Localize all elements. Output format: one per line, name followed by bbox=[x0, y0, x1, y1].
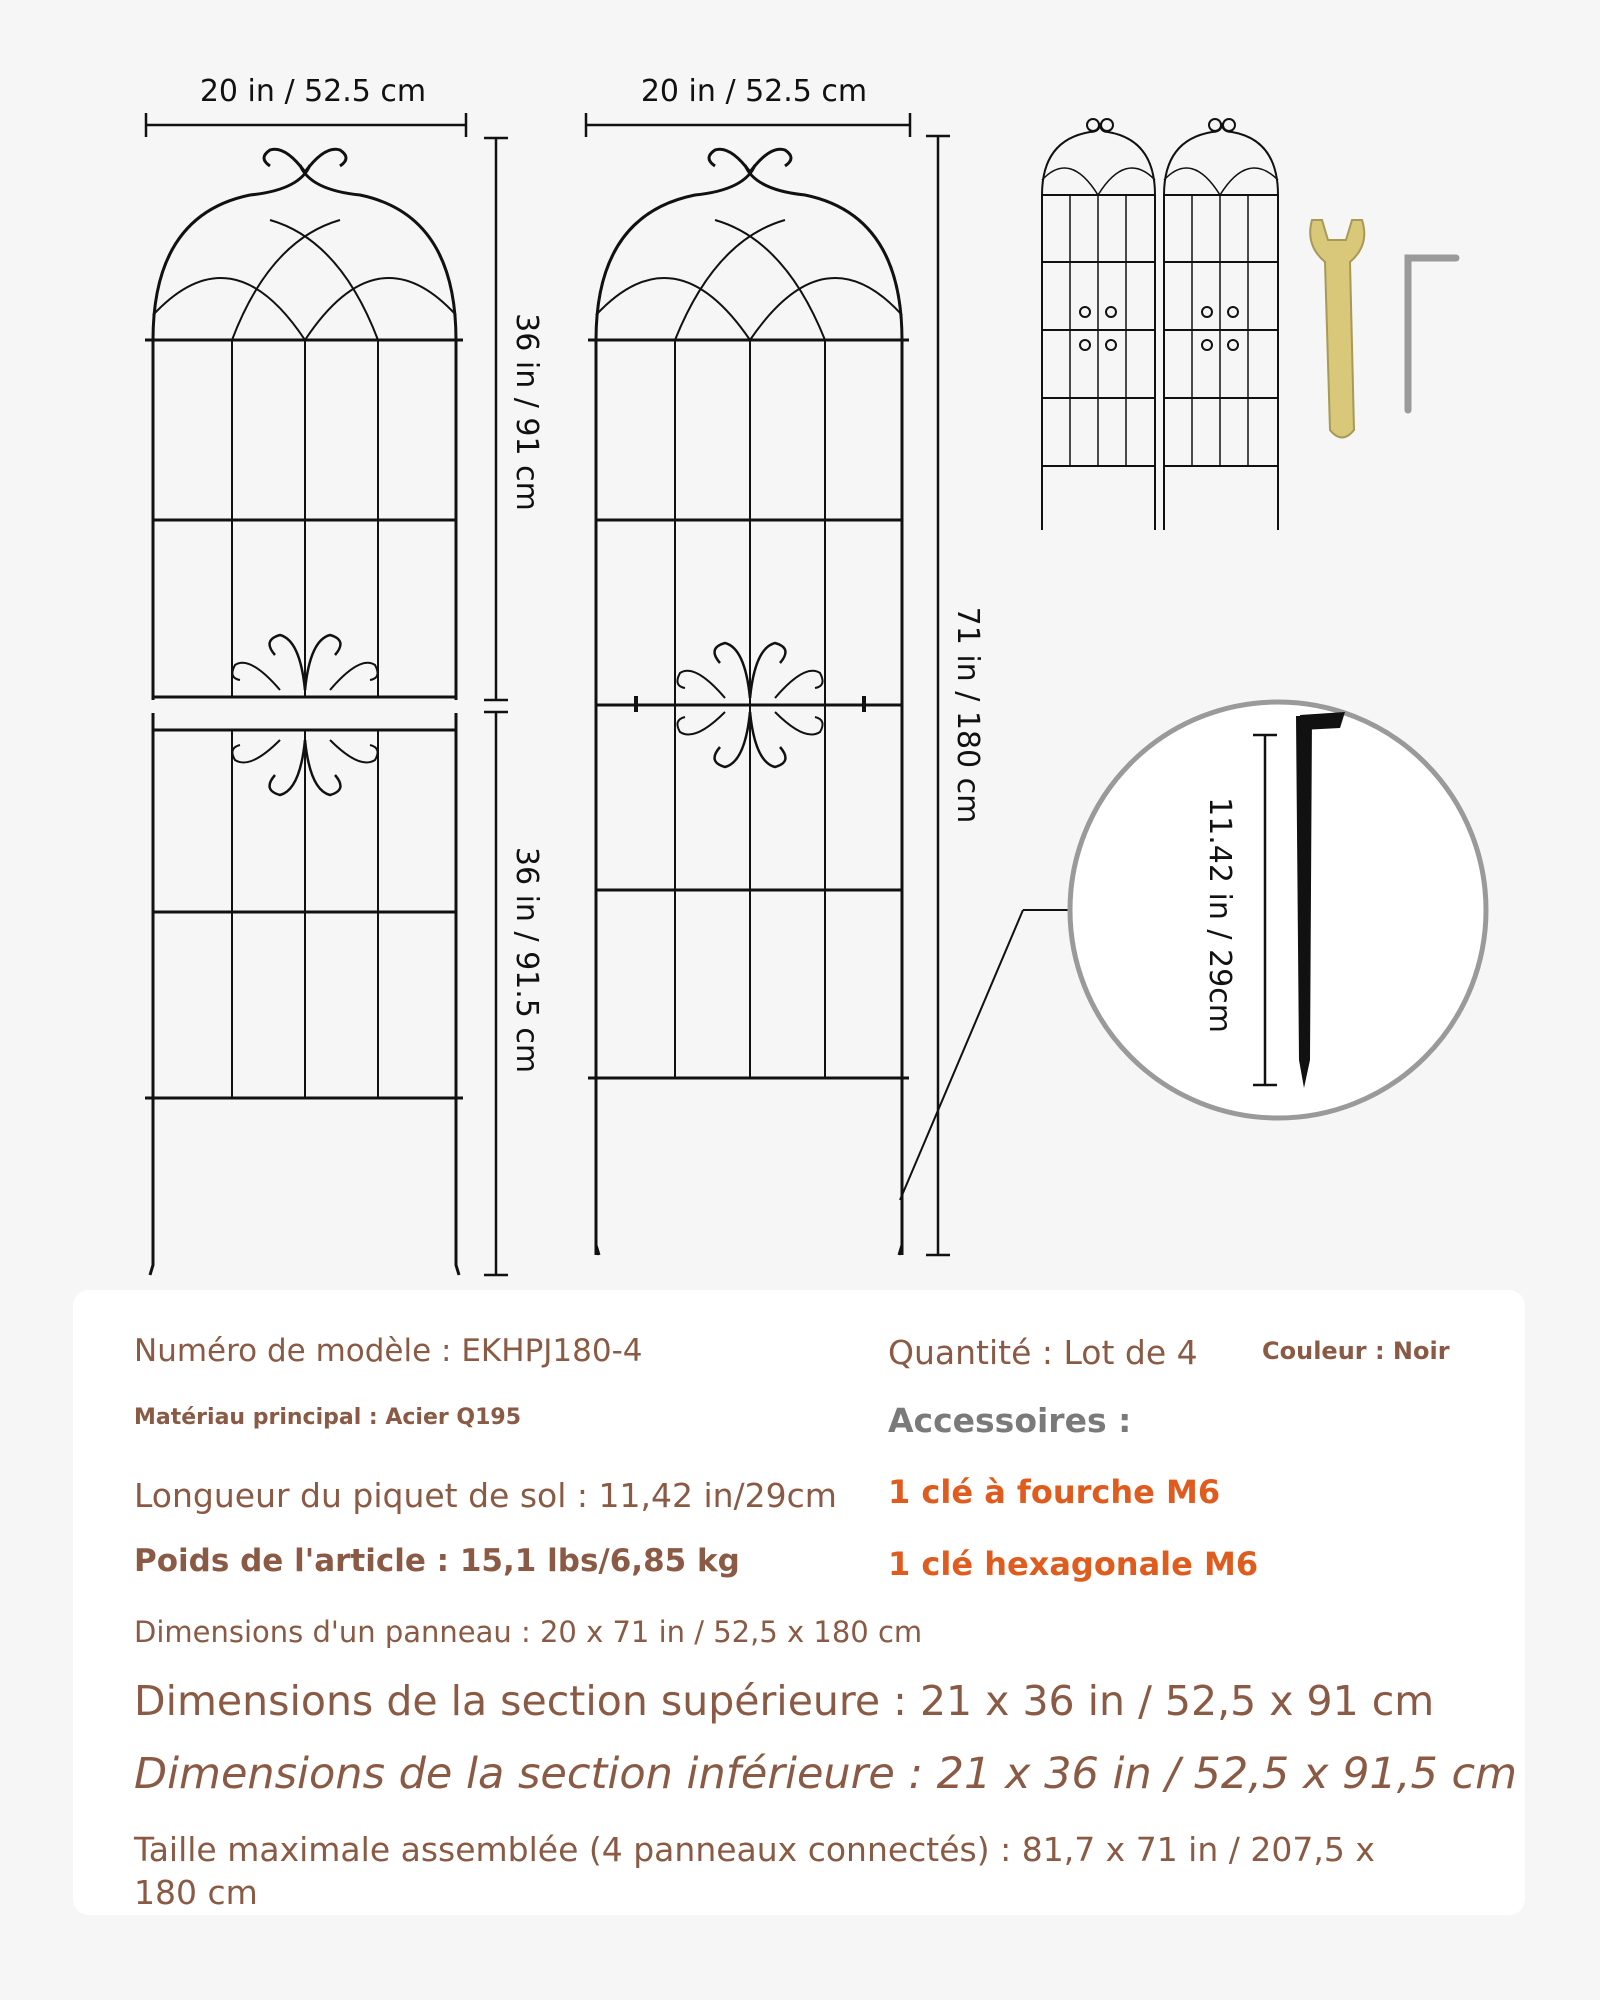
lower-height-label: 36 in / 91.5 cm bbox=[509, 846, 544, 1074]
stake-length-spec: Longueur du piquet de sol : 11,42 in/29cm bbox=[134, 1476, 837, 1515]
height-dimension-split bbox=[484, 138, 508, 1275]
panel-dimensions: Dimensions d'un panneau : 20 x 71 in / 52,5 x 180 cm bbox=[134, 1615, 923, 1649]
package-contents bbox=[1042, 119, 1456, 530]
total-height-label: 71 in / 180 cm bbox=[950, 606, 985, 824]
upper-section-dimensions: Dimensions de la section supérieure : 21 x 36 in / 52,5 x 91 cm bbox=[134, 1677, 1435, 1725]
material: Matériau principal : Acier Q195 bbox=[134, 1405, 522, 1430]
model-number: Numéro de modèle : EKHPJ180-4 bbox=[134, 1333, 643, 1369]
color-spec: Couleur : Noir bbox=[1262, 1337, 1450, 1365]
width-dimension-right bbox=[586, 113, 910, 137]
ground-stake-zoom bbox=[900, 702, 1486, 1200]
height-dimension-total bbox=[926, 136, 950, 1255]
wrench-icon bbox=[1310, 220, 1364, 438]
max-assembled-size-line2: 180 cm bbox=[134, 1873, 258, 1912]
stake-length-label: 11.42 in / 29cm bbox=[1202, 797, 1237, 1033]
max-assembled-size-line1: Taille maximale assemblée (4 panneaux connectés) : 81,7 x 71 in / 207,5 x bbox=[134, 1830, 1375, 1869]
hex-key-icon bbox=[1408, 258, 1456, 410]
accessories-title: Accessoires : bbox=[888, 1401, 1132, 1440]
quantity: Quantité : Lot de 4 bbox=[888, 1333, 1198, 1372]
upper-height-label: 36 in / 91 cm bbox=[509, 313, 544, 511]
lower-section-dimensions: Dimensions de la section inférieure : 21 x 36 in / 52,5 x 91,5 cm bbox=[134, 1749, 1518, 1799]
accessory-open-wrench: 1 clé à fourche M6 bbox=[888, 1473, 1221, 1511]
width-dimension-left bbox=[146, 113, 466, 137]
lower-section bbox=[145, 713, 463, 1275]
width-label-left: 20 in / 52.5 cm bbox=[199, 74, 427, 109]
item-weight: Poids de l'article : 15,1 lbs/6,85 kg bbox=[134, 1543, 740, 1579]
specification-card bbox=[73, 1290, 1525, 1915]
trellis-separated-view bbox=[145, 113, 508, 1275]
upper-section bbox=[145, 149, 463, 700]
accessory-hex-key: 1 clé hexagonale M6 bbox=[888, 1545, 1259, 1583]
width-label-right: 20 in / 52.5 cm bbox=[640, 74, 868, 109]
mini-panel-1 bbox=[1042, 119, 1155, 530]
mini-panel-2 bbox=[1164, 119, 1278, 530]
trellis-assembled-view bbox=[586, 113, 950, 1255]
